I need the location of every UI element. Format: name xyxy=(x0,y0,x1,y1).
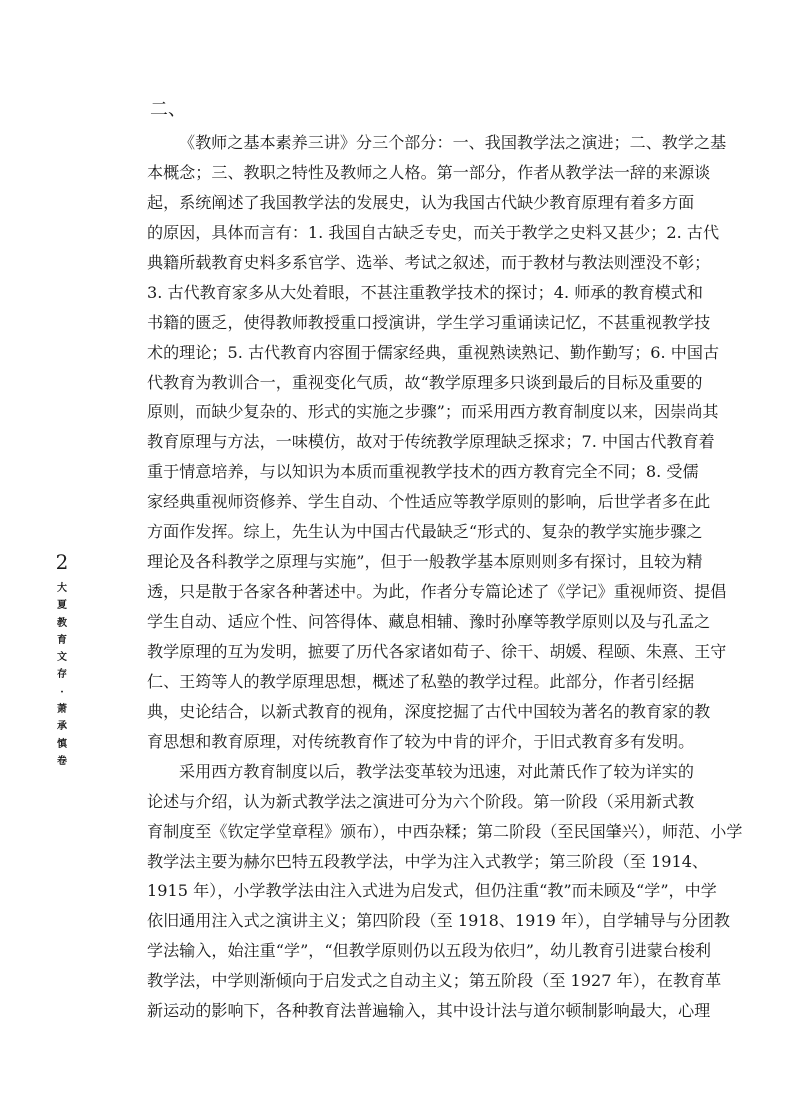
section-heading: 二、 xyxy=(150,99,186,120)
page-number: 2 xyxy=(55,550,69,574)
text-line: 理论及各科教学之原理与实施”，但于一般教学基本原则则多有探讨，且较为精 xyxy=(147,552,703,572)
series-title-char: 卷 xyxy=(57,755,67,767)
text-line: 的原因，具体而言有：1. 我国自古缺乏专史，而关于教学之史料又甚少；2. 古代 xyxy=(147,222,720,242)
series-title-char: 夏 xyxy=(57,600,67,612)
series-title xyxy=(55,580,69,770)
series-title-char: 大 xyxy=(57,583,67,594)
text-line: 学法输入，始注重“学”，“但教学原则仍以五段为依归”，幼儿教育引进蒙台梭利 xyxy=(147,941,712,961)
text-line: 起，系统阐述了我国教学法的发展史，认为我国古代缺少教育原理有着多方面 xyxy=(147,192,695,212)
text-line: 仁、王筠等人的教学原理思想，概述了私塾的教学过程。此部分，作者引经据 xyxy=(147,671,695,691)
text-line: 论述与介绍，认为新式教学法之演进可分为六个阶段。第一阶段（采用新式教 xyxy=(147,791,695,811)
text-line: 重于情意培养，与以知识为本质而重视教学技术的西方教育完全不同；8. 受儒 xyxy=(147,462,699,482)
series-title-char: 慎 xyxy=(57,738,67,750)
text-line: 1915 年），小学教学法由注入式进为启发式，但仍注重“教”而未顾及“学”，中学 xyxy=(147,881,717,901)
text-line: 方面作发挥。综上，先生认为中国古代最缺乏“形式的、复杂的教学实施步骤之 xyxy=(147,522,703,542)
text-line: 采用西方教育制度以后，教学法变革较为迅速，对此萧氏作了较为详实的 xyxy=(179,761,694,781)
text-line: 教学原理的互为发明，摭要了历代各家诸如荀子、徐干、胡媛、程颐、朱熹、王守 xyxy=(147,641,727,661)
text-line: 教学法主要为赫尔巴特五段教学法，中学为注入式教学；第三阶段（至 1914、 xyxy=(147,851,709,871)
text-line: 3. 古代教育家多从大处着眼，不甚注重教学技术的探讨；4. 师承的教育模式和 xyxy=(147,282,703,302)
text-line: 《教师之基本素养三讲》分三个部分：一、我国教学法之演进；二、教学之基 xyxy=(179,133,727,152)
series-title-char: 育 xyxy=(57,634,67,646)
text-line: 家经典重视师资修养、学生自动、个性适应等教学原则的影响，后世学者多在此 xyxy=(147,492,711,512)
text-line: 学生自动、适应个性、问答得体、藏息相辅、豫时孙摩等教学原则以及与孔孟之 xyxy=(147,612,711,631)
text-line: 教学法，中学则渐倾向于启发式之自动主义；第五阶段（至 1927 年），在教育革 xyxy=(147,971,722,991)
text-line: 书籍的匮乏，使得教师教授重口授演讲，学生学习重诵读记忆，不甚重视教学技 xyxy=(147,312,711,332)
body-text xyxy=(147,128,743,1026)
text-line: 典，史论结合，以新式教育的视角，深度挖掘了古代中国较为著名的教育家的教 xyxy=(147,701,711,721)
text-line: 新运动的影响下，各种教育法普遍输入，其中设计法与道尔顿制影响最大，心理 xyxy=(147,1001,711,1021)
text-line: 育思想和教育原理，对传统教育作了较为中肯的评介，于旧式教育多有发明。 xyxy=(147,731,695,751)
series-title-char: · xyxy=(60,686,64,698)
series-title-char: 存 xyxy=(57,669,67,681)
text-line: 典籍所载教育史料多系官学、选举、考试之叙述，而于教材与教法则湮没不彰； xyxy=(147,252,711,272)
series-title-char: 萧 xyxy=(57,704,67,716)
text-line: 育制度至《钦定学堂章程》颁布），中西杂糅；第二阶段（至民国肇兴），师范、小学 xyxy=(147,821,743,841)
text-line: 依旧通用注入式之演讲主义；第四阶段（至 1918、1919 年），自学辅导与分团教 xyxy=(147,911,731,931)
series-title-char: 教 xyxy=(57,617,67,629)
text-line: 教育原理与方法，一味模仿，故对于传统教学原理缺乏探求；7. 中国古代教育着 xyxy=(147,432,715,452)
text-line: 原则，而缺少复杂的、形式的实施之步骤”；而采用西方教育制度以来，因崇尚其 xyxy=(147,402,719,422)
text-line: 术的理论；5. 古代教育内容囿于儒家经典，重视熟读熟记、勤作勤写；6. 中国古 xyxy=(147,342,720,362)
text-line: 透，只是散于各家各种著述中。为此，作者分专篇论述了《学记》重视师资、提倡 xyxy=(147,582,727,602)
text-line: 本概念；三、教职之特性及教师之人格。第一部分，作者从教学法一辞的来源谈 xyxy=(147,162,711,182)
text-line: 代教育为教训合一，重视变化气质，故“教学原理多只谈到最后的目标及重要的 xyxy=(147,372,703,392)
series-title-char: 承 xyxy=(57,721,67,733)
series-title-char: 文 xyxy=(57,652,67,664)
